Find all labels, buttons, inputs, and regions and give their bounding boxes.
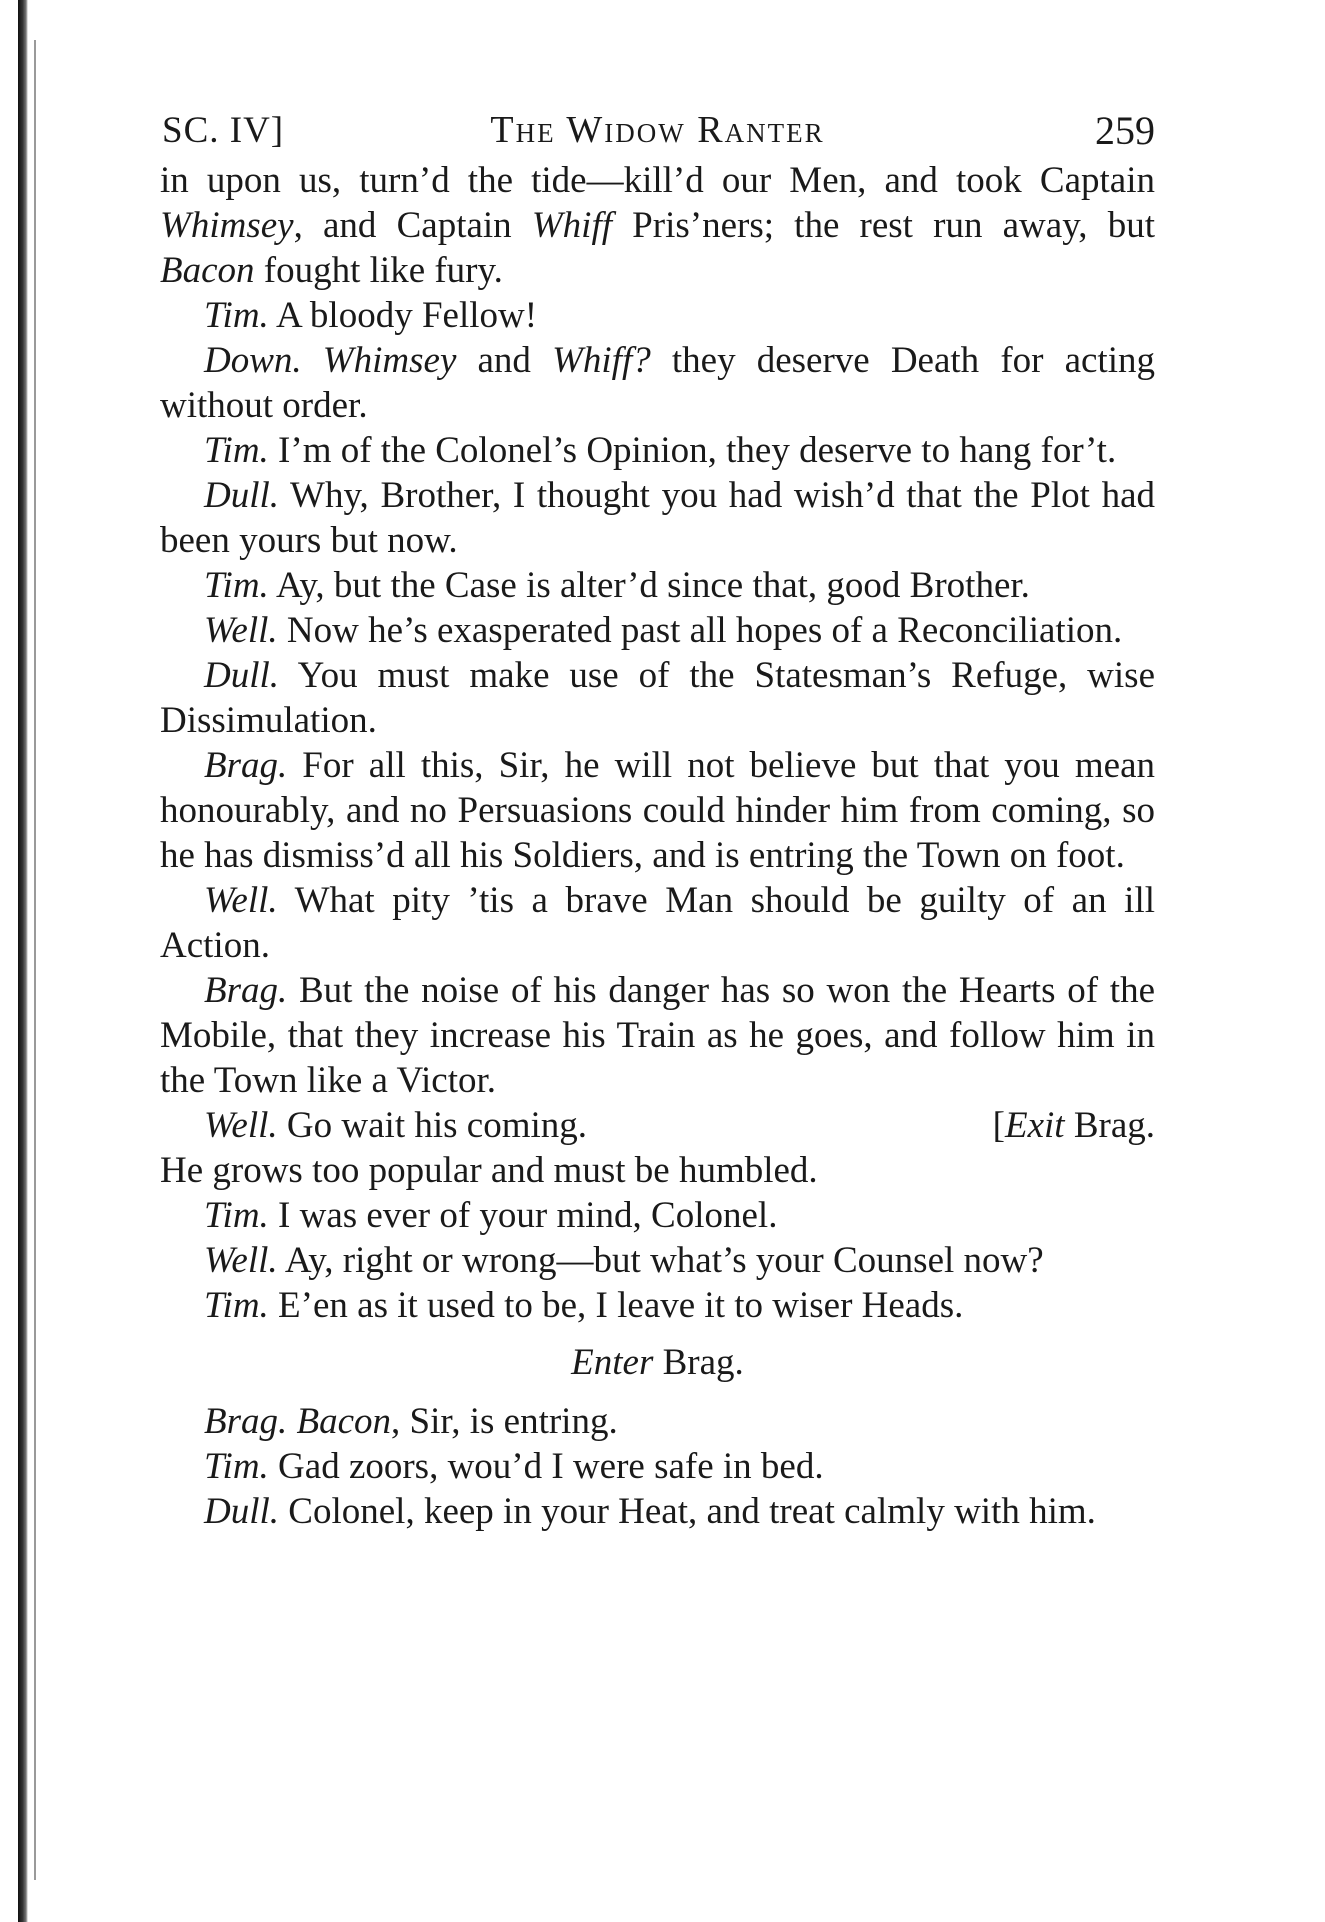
speaker-tag: Brag. [204, 1401, 288, 1442]
book-spine-shadow [18, 0, 28, 1922]
speaker-tag: Dull. [204, 655, 280, 696]
speech-tim: Tim. I was ever of your mind, Colonel. [204, 1195, 778, 1236]
page-number: 259 [1095, 108, 1155, 153]
speech-well: Well. What pity ’tis a brave Man should be guilty of an ill Action. [160, 880, 1155, 966]
speech-dull: Dull. Colonel, keep in your Heat, and treat calmly with him. [204, 1491, 1096, 1532]
speaker-tag: Tim. [204, 1195, 269, 1236]
running-header [160, 108, 1155, 158]
page-edge-line [34, 40, 36, 1880]
speaker-tag: Brag. [204, 970, 288, 1011]
speech-dull: Dull. Why, Brother, I thought you had wish’d that the Plot had been yours but now. [160, 475, 1155, 561]
speaker-tag: Brag. [204, 745, 288, 786]
speech-brag: Brag. But the noise of his danger has so won the Hearts of the Mobile, that they increase his Train as he goes, and follow him in the Town like a Victor. [160, 970, 1155, 1101]
speaker-tag: Tim. [204, 295, 269, 336]
speaker-tag: Tim. [204, 565, 269, 606]
speaker-tag: Well. [204, 1105, 278, 1146]
speech-continuation: He grows too popular and must be humbled. [160, 1150, 818, 1191]
speech-tim: Tim. Gad zoors, wou’d I were safe in bed. [204, 1446, 824, 1487]
speech-tim: Tim. A bloody Fellow! [204, 295, 538, 336]
scene-marker: SC. IV] [162, 110, 285, 151]
speaker-tag: Well. [204, 610, 278, 651]
speaker-tag: Down. [204, 340, 302, 381]
speaker-tag: Tim. [204, 1446, 269, 1487]
speaker-tag: Dull. [204, 1491, 280, 1532]
stage-direction-enter: Enter Brag. [571, 1342, 744, 1383]
speaker-tag: Tim. [204, 430, 269, 471]
speech-brag: Brag. Bacon, Sir, is entring. [204, 1401, 618, 1442]
speech-well: Well. Ay, right or wrong—but what’s your Counsel now? [204, 1240, 1044, 1281]
speech-tim: Tim. Ay, but the Case is alter’d since that, good Brother. [204, 565, 1030, 606]
book-page [160, 108, 1155, 1534]
speech-dull: Dull. You must make use of the Statesman’s Refuge, wise Dissimulation. [160, 655, 1155, 741]
speech-well: Well. Now he’s exasperated past all hopes of a Reconciliation. [204, 610, 1123, 651]
speech-continuation: in upon us, turn’d the tide—kill’d our Men, and took Captain Whimsey, and Captain Whiff Pris’ners; the rest run away, but Bacon fought like fury. [160, 160, 1155, 291]
speech-tim: Tim. I’m of the Colonel’s Opinion, they deserve to hang for’t. [204, 430, 1117, 471]
speech-tim: Tim. E’en as it used to be, I leave it to wiser Heads. [204, 1285, 964, 1326]
speaker-tag: Dull. [204, 475, 280, 516]
speech-down: Down. Whimsey and Whiff? they deserve Death for acting without order. [160, 340, 1155, 426]
speaker-tag: Tim. [204, 1285, 269, 1326]
play-text [160, 158, 1155, 1534]
speaker-tag: Well. [204, 1240, 278, 1281]
stage-direction-exit: [Exit Brag. [992, 1105, 1155, 1146]
speech-well-exit: Well. Go wait his coming. [Exit Brag. [204, 1105, 1155, 1146]
speaker-tag: Well. [204, 880, 278, 921]
running-title: The Widow Ranter [490, 109, 825, 151]
speech-brag: Brag. For all this, Sir, he will not believe but that you mean honourably, and no Persuasions could hinder him from coming, so he has dismiss’d all his Soldiers, and is entring the Town on foot. [160, 745, 1155, 876]
